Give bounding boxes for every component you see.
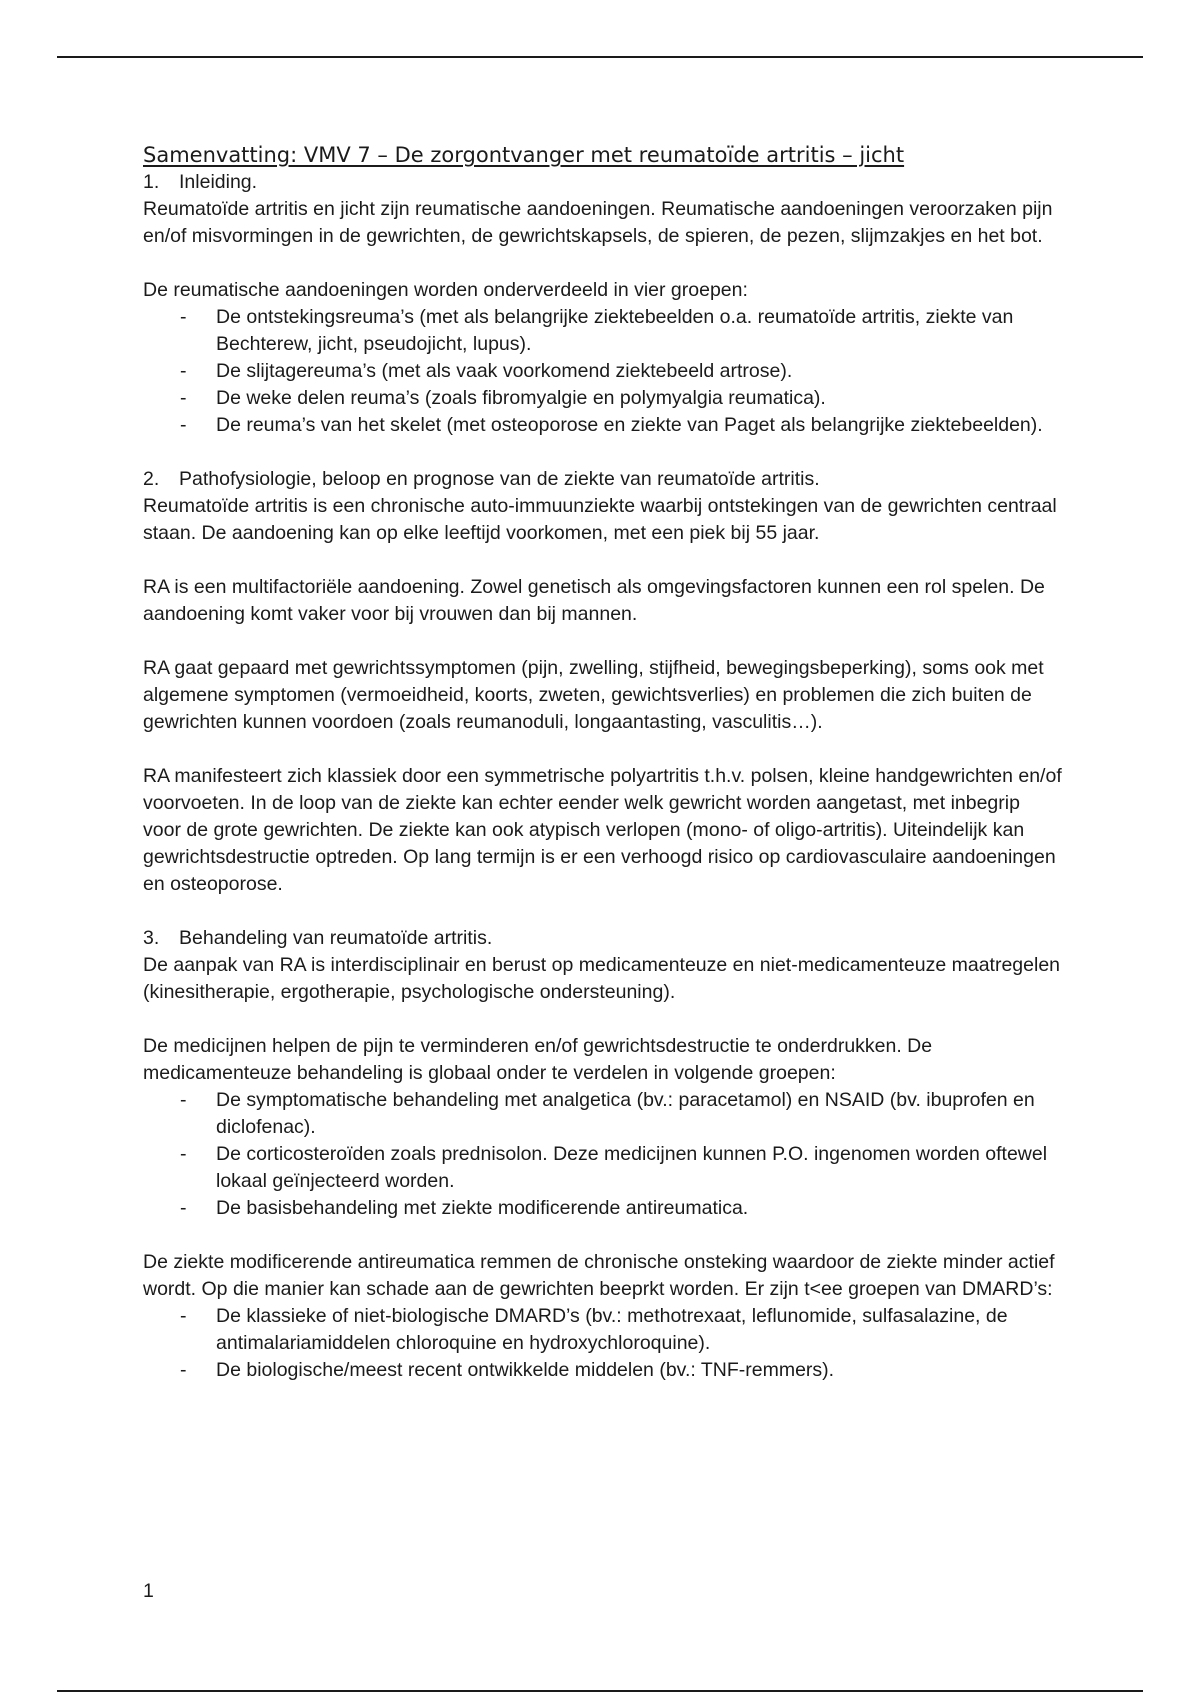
document-title: Samenvatting: VMV 7 – De zorgontvanger met reumatoïde artritis – jicht <box>143 143 905 167</box>
dash-list <box>143 1303 1063 1384</box>
section-number: 1. <box>143 171 160 193</box>
header-rule <box>57 56 1143 58</box>
paragraph: RA is een multifactoriële aandoening. Zowel genetisch als omgevingsfactoren kunnen een rol spelen. De aandoening komt vaker voor bij vrouwen dan bij mannen. <box>143 576 1045 625</box>
dash-list <box>143 1087 1063 1222</box>
section-number: 2. <box>143 468 160 490</box>
list-item: - De reuma’s van het skelet (met osteoporose en ziekte van Paget als belangrijke ziektebeelden). <box>143 412 1063 439</box>
paragraph: De ziekte modificerende antireumatica remmen de chronische onsteking waardoor de ziekte minder actief wordt. Op die manier kan schade aan de gewrichten beeprkt worden. Er zijn t<ee groepen van DMARD’s: <box>143 1251 1055 1300</box>
section-title: Inleiding. <box>179 171 258 193</box>
paragraph: RA manifesteert zich klassiek door een symmetrische polyartritis t.h.v. polsen, kleine handgewrichten en/of voorvoeten. In de loop van de ziekte kan echter eender welk gewricht worden aangetast, met inbegrip voor de grote gewrichten. De ziekte kan ook atypisch verlopen (mono- of oligo-artritis). Uiteindelijk kan gewrichtsdestructie optreden. Op lang termijn is er een verhoogd risico op cardiovasculaire aandoeningen en osteoporose. <box>143 765 1062 895</box>
paragraph: De aanpak van RA is interdisciplinair en berust op medicamenteuze en niet-medicamenteuze maatregelen (kinesitherapie, ergotherapie, psychologische ondersteuning). <box>143 954 1061 1003</box>
section-number: 3. <box>143 927 160 949</box>
section-title: Pathofysiologie, beloop en prognose van de ziekte van reumatoïde artritis. <box>179 468 820 490</box>
list-item: - De symptomatische behandeling met analgetica (bv.: paracetamol) en NSAID (bv. ibuprofen en diclofenac). <box>143 1087 1063 1141</box>
document-body <box>143 141 1063 1384</box>
list-item: - De corticosteroïden zoals prednisolon. Deze medicijnen kunnen P.O. ingenomen worden oftewel lokaal geïnjecteerd worden. <box>143 1141 1063 1195</box>
section-heading-2 <box>143 466 1063 493</box>
paragraph: RA gaat gepaard met gewrichtssymptomen (pijn, zwelling, stijfheid, bewegingsbeperking), soms ook met algemene symptomen (vermoeidheid, koorts, zweten, gewichtsverlies) en problemen die zich buiten de gewrichten kunnen voordoen (zoals reumanoduli, longaantasting, vasculitis…). <box>143 657 1044 733</box>
footer-rule <box>57 1690 1143 1692</box>
list-item: - De ontstekingsreuma’s (met als belangrijke ziektebeelden o.a. reumatoïde artritis, ziekte van Bechterew, jicht, pseudojicht, lupus). <box>143 304 1063 358</box>
list-item: - De klassieke of niet-biologische DMARD’s (bv.: methotrexaat, leflunomide, sulfasalazine, de antimalariamiddelen chloroquine en hydroxychloroquine). <box>143 1303 1063 1357</box>
dash-list <box>143 304 1063 439</box>
list-item: - De weke delen reuma’s (zoals fibromyalgie en polymyalgia reumatica). <box>143 385 1063 412</box>
list-item: - De basisbehandeling met ziekte modificerende antireumatica. <box>143 1195 1063 1222</box>
list-item: - De biologische/meest recent ontwikkelde middelen (bv.: TNF-remmers). <box>143 1357 1063 1384</box>
paragraph: Reumatoïde artritis is een chronische auto-immuunziekte waarbij ontstekingen van de gewrichten centraal staan. De aandoening kan op elke leeftijd voorkomen, met een piek bij 55 jaar. <box>143 495 1057 544</box>
section-heading-3 <box>143 925 1063 952</box>
paragraph: Reumatoïde artritis en jicht zijn reumatische aandoeningen. Reumatische aandoeningen veroorzaken pijn en/of misvormingen in de gewrichten, de gewrichtskapsels, de spieren, de pezen, slijmzakjes en het bot. <box>143 198 1053 247</box>
paragraph: De medicijnen helpen de pijn te verminderen en/of gewrichtsdestructie te onderdrukken. De medicamenteuze behandeling is globaal onder te verdelen in volgende groepen: <box>143 1035 933 1084</box>
page-number: 1 <box>143 1580 154 1602</box>
section-heading-1 <box>143 169 1063 196</box>
paragraph: De reumatische aandoeningen worden onderverdeeld in vier groepen: <box>143 279 748 301</box>
section-title: Behandeling van reumatoïde artritis. <box>179 927 493 949</box>
list-item: - De slijtagereuma’s (met als vaak voorkomend ziektebeeld artrose). <box>143 358 1063 385</box>
